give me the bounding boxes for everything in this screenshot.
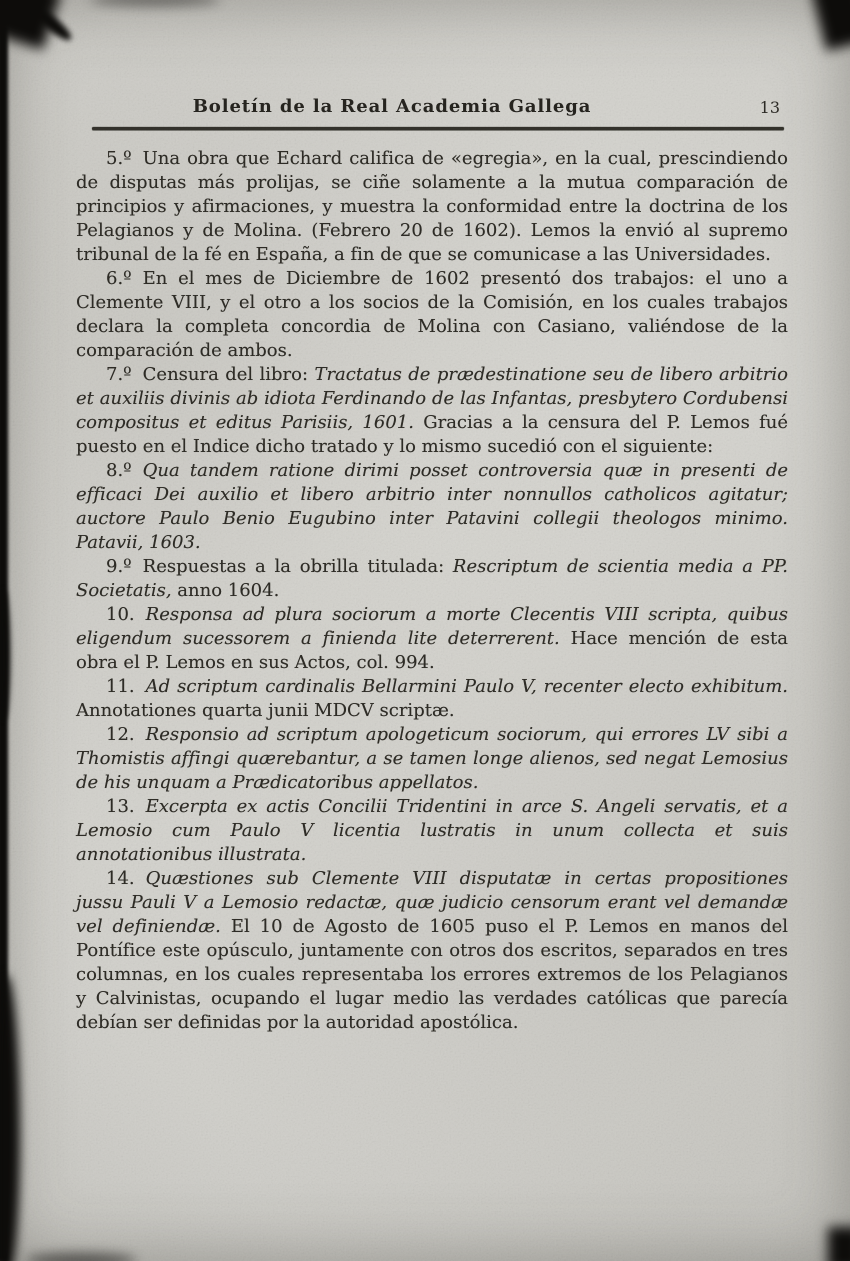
item-number: 9.º [106,556,132,577]
item-number: 7.º [106,364,132,385]
paragraph [76,267,788,363]
scan-streak-top-left [31,5,75,45]
item-number: 5.º [106,148,132,169]
article-body [76,147,788,1035]
scan-corner-top-right [811,0,850,51]
paragraph [76,603,788,675]
body-text: En el mes de Diciembre de 1602 presentó dos trabajos: el uno a Clemente VIII, y el otro a los socios de la Comisión, en los cuales trabajos declara la completa concordia de Molina con Casiano, valiéndose de la comparación de ambos. [76,268,788,361]
paragraph [76,867,788,1035]
body-text: El 10 de Agosto de 1605 puso el P. Lemos en manos del Pontífice este opúsculo, juntamente con otros dos escritos, separados en tres columnas, en los cuales representaba los errores extremos de los Pelagianos y Calvinistas, ocupando el lugar medio las verdades católicas que parecía debían ser definidas por la autoridad apostólica. [76,916,789,1033]
latin-title-text: Ad scriptum cardinalis Bellarmini Paulo V, recenter electo exhibitum. [145,676,788,697]
scan-edge-left-artifact [0,0,8,1261]
latin-title-text: Quæstiones sub Clemente VIII disputatæ in certas propositiones jussu Pauli V a Lemosio redactæ, quæ judicio censorum erant vel demandæ vel definiendæ. [76,868,788,937]
latin-title-text: Excerpta ex actis Concilii Tridentini in arce S. Angeli servatis, et a Lemosio cum Paulo V licentia lustratis in unum collecta et suis annotationibus illustrata. [76,796,788,865]
paragraph [76,723,788,795]
paragraph [76,675,788,723]
scan-edge-mid-artifact [0,590,10,720]
page-number: 13 [759,98,780,117]
scan-smudge-top-edge [90,0,220,6]
scan-corner-bottom-right [828,1227,850,1261]
body-text: Una obra que Echard califica de «egregia», en la cual, prescindiendo de disputas más prolijas, se ciñe solamente a la mutua comparación de principios y afirmaciones, y muestra la conformidad entre la doctrina de los Pelagianos y de Molina. (Febrero 20 de 1602). Lemos la envió al supremo tribunal de la fé en España, a fin de que se comunicase a las Universidades. [76,148,788,265]
scan-smudge-bottom-edge [26,1253,136,1261]
latin-title-text: Responsio ad scriptum apologeticum sociorum, qui errores LV sibi a Thomistis affingi quærebantur, a se tamen longe alienos, sed negat Lemosius de his unquam a Prædicatoribus appellatos. [76,724,788,793]
body-text: Annotationes quarta junii MDCV scriptæ. [76,700,455,721]
body-text: Gracias a la censura del P. Lemos fué puesto en el Indice dicho tratado y lo mismo sucedió con el siguiente: [76,412,789,457]
item-number: 10. [106,604,135,625]
paragraph [76,459,788,555]
body-text: Respuestas a la obrilla titulada: [142,556,453,577]
item-number: 13. [106,796,135,817]
latin-title-text: Rescriptum de scientia media a PP. Societatis, [76,556,788,601]
body-text: Hace mención de esta obra el P. Lemos en sus Actos, col. 994. [76,628,788,673]
journal-title: Boletín de la Real Academia Gallega [192,96,592,117]
paragraph [76,795,788,867]
page-content [76,96,788,1035]
paragraph [76,147,788,267]
body-text: anno 1604. [171,580,280,601]
latin-title-text: Tractatus de prædestinatione seu de libero arbitrio et auxiliis divinis ab idiota Ferdinando de las Infantas, presbytero Cordubensi compositus et editus Parisiis, 1601. [76,364,788,433]
scan-blotch-bottom-left [0,975,20,1261]
item-number: 8.º [106,460,132,481]
page-header [76,96,788,123]
latin-title-text: Responsa ad plura sociorum a morte Clecentis VIII scripta, quibus eligendum sucessorem a finienda lite deterrerent. [76,604,788,649]
header-rule [92,127,784,130]
body-text: Censura del libro: [142,364,315,385]
scan-corner-top-left [0,0,62,50]
item-number: 14. [106,868,135,889]
paragraph [76,363,788,459]
latin-title-text: Qua tandem ratione dirimi posset controversia quæ in presenti de efficaci Dei auxilio et libero arbitrio inter nonnullos catholicos agitatur; auctore Paulo Benio Eugubino inter Patavini collegii theologos minimo. Patavii, 1603. [76,460,788,553]
item-number: 12. [106,724,135,745]
item-number: 6.º [106,268,132,289]
paragraph [76,555,788,603]
item-number: 11. [106,676,135,697]
